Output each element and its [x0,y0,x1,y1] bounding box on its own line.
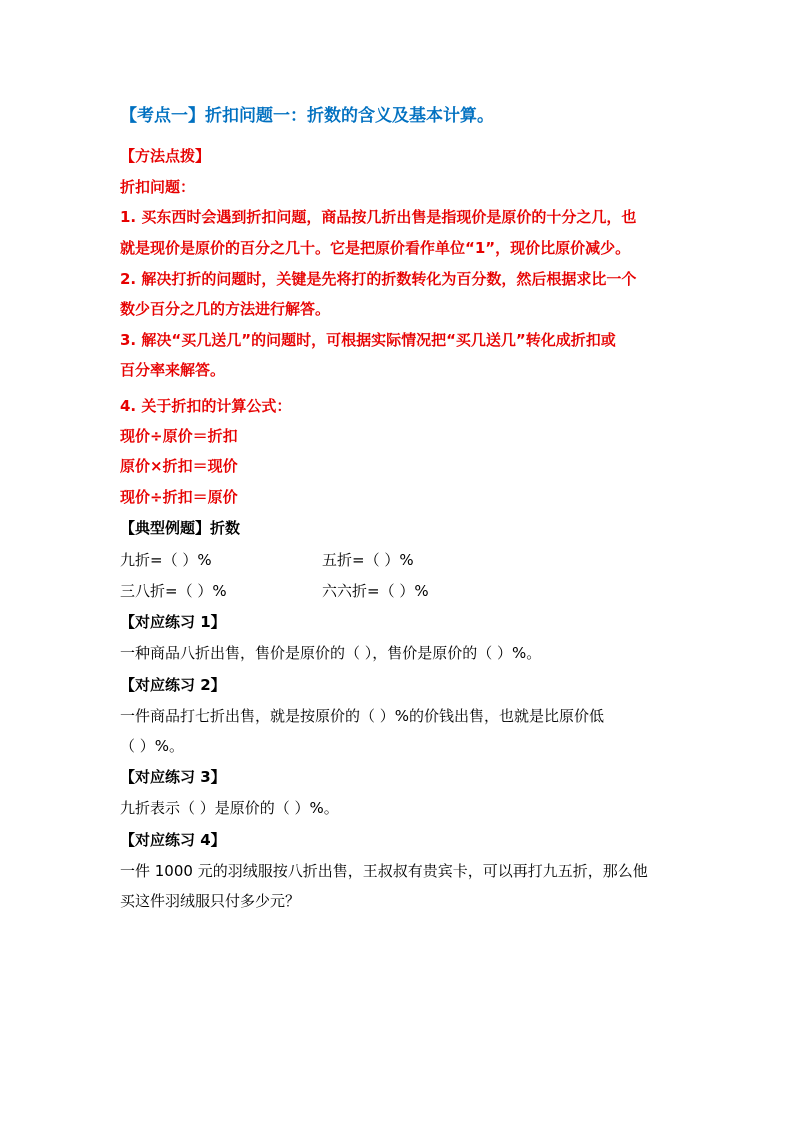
method-point-line: 1. 买东西时会遇到折扣问题，商品按几折出售是指现价是原价的十分之几，也 [120,208,637,226]
practice-text: 一件商品打七折出售，就是按原价的（ ）%的价钱出售，也就是比原价低 [120,707,605,725]
method-heading: 【方法点拨】 [120,147,211,165]
practice-text: 买这件羽绒服只付多少元？ [120,892,301,910]
method-point-line: 3. 解决“买几送几”的问题时，可根据实际情况把“买几送几”转化成折扣或 [120,331,616,349]
practice-text: （ ）%。 [120,737,185,755]
method-point-line: 数少百分之几的方法进行解答。 [120,300,331,318]
formula: 现价÷折扣＝原价 [120,488,238,506]
example-heading: 【典型例题】折数 [120,519,241,537]
practice-text: 一件 1000 元的羽绒服按八折出售，王叔叔有贵宾卡，可以再打九五折，那么他 [120,862,648,880]
page-title: 【考点一】折扣问题一：折数的含义及基本计算。 [120,106,494,126]
method-point-line: 4. 关于折扣的计算公式： [120,397,292,415]
example-question: 六六折=（ ）% [322,582,429,600]
method-subheading: 折扣问题： [120,178,196,196]
method-point-line: 百分率来解答。 [120,361,226,379]
example-question: 九折=（ ）% [120,551,212,569]
example-question: 三八折=（ ）% [120,582,227,600]
practice-text: 一种商品八折出售，售价是原价的（ ），售价是原价的（ ）%。 [120,644,542,662]
practice-heading: 【对应练习 3】 [120,768,226,786]
practice-heading: 【对应练习 1】 [120,613,226,631]
method-point-line: 2. 解决打折的问题时，关键是先将打的折数转化为百分数，然后根据求比一个 [120,270,637,288]
method-point-line: 就是现价是原价的百分之几十。它是把原价看作单位“1”，现价比原价减少。 [120,239,631,257]
example-question: 五折=（ ）% [322,551,414,569]
practice-text: 九折表示（ ）是原价的（ ）%。 [120,799,339,817]
practice-heading: 【对应练习 2】 [120,676,226,694]
formula: 原价×折扣＝现价 [120,457,238,475]
practice-heading: 【对应练习 4】 [120,831,226,849]
formula: 现价÷原价＝折扣 [120,427,238,445]
